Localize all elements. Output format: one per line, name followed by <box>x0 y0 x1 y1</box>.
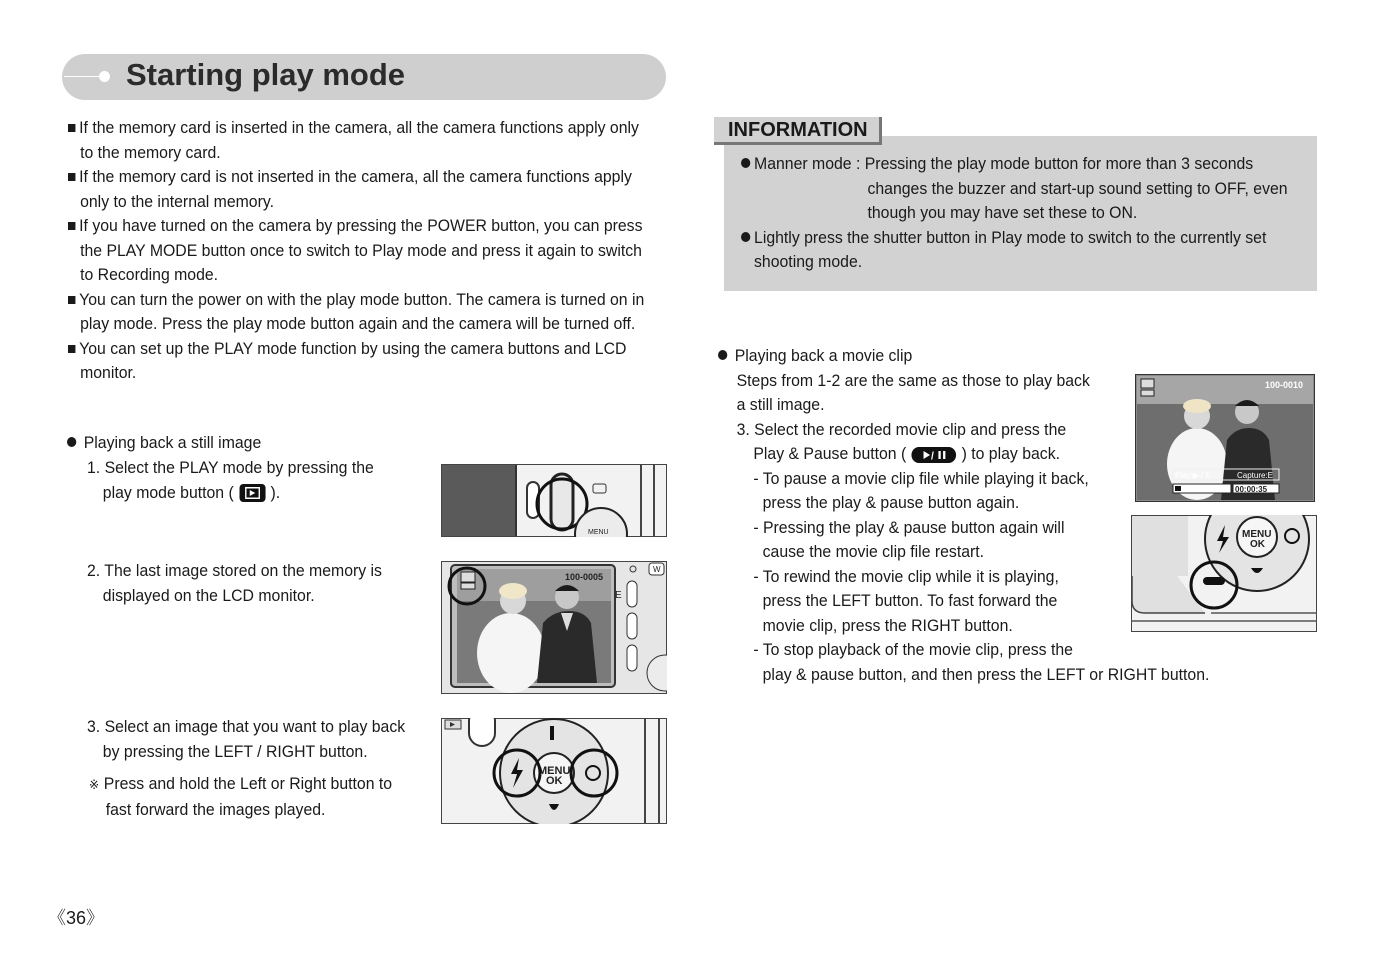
zoom-w-label: W <box>653 565 661 574</box>
still-note: ※ Press and hold the Left or Right button to fast forward the images played. <box>89 774 393 819</box>
camera-play-button-figure <box>441 464 667 537</box>
bullet-item-cont: to Recording mode. <box>80 265 219 284</box>
ok-label-2: OK <box>1250 539 1265 550</box>
still-step1: 1. Select the PLAY mode by pressing the play mode button ( ). <box>87 458 374 502</box>
title-decor-line <box>64 76 102 77</box>
camera-lcd-movie-figure <box>1135 374 1315 502</box>
still-step2: 2. The last image stored on the memory is displayed on the LCD monitor. <box>87 561 382 605</box>
square-bullet-icon <box>68 222 75 230</box>
lcd-movie-play-label: Play:▶ / ‖ <box>1175 471 1209 480</box>
info-manner: Manner mode : Pressing the play mode button for more than 3 seconds changes the buzzer and start-up sound setting to OFF, even though you may have set these to ON. Lightly press the shutter button in Play mode to switch to the currently set shooting mode. <box>741 152 1288 275</box>
bullet-item: You can turn the power on with the play mode button. The camera is turned on in <box>68 288 644 313</box>
note-mark: ※ <box>89 777 100 792</box>
play-mode-button-icon <box>238 483 266 503</box>
still-step3: 3. Select an image that you want to play back by pressing the LEFT / RIGHT button. <box>87 717 406 761</box>
square-bullet-icon <box>68 296 75 304</box>
info-label: INFORMATION <box>728 119 868 141</box>
page-number: 《36》 <box>48 908 105 928</box>
lcd-movie-capture-label: Capture:E <box>1237 471 1274 480</box>
ok-label: OK <box>546 775 563 787</box>
square-bullet-icon <box>68 173 75 181</box>
round-bullet-icon <box>741 158 750 168</box>
bullet-item-cont: the PLAY MODE button once to switch to Play mode and press it again to switch <box>80 240 642 260</box>
movie-section: Playing back a movie clip Steps from 1-2 are the same as those to play back a still image. 3. Select the recorded movie clip and press the Play & Pause button ( / ) to play back. - To pause a movie clip file while playing it back, press the play & pause button again. - Pressing the play & pause button again will cause the movie clip file restart. - To rewind the movie clip while it is playing, press the LEFT button. To fast forward the movie clip, press the RIGHT button. - To stop playback of the movie clip, press the play & pause button, and then press the LEFT or RIGHT button. <box>718 344 1209 687</box>
still-heading: Playing back a still image <box>67 431 261 456</box>
camera-lcd-still-figure <box>441 561 667 694</box>
bullet-item-cont: play mode. Press the play mode button again and the camera will be turned off. <box>80 314 636 333</box>
bullet-list <box>68 116 644 386</box>
round-bullet-icon <box>741 232 750 242</box>
lcd-still-filename: 100-0005 <box>565 572 604 582</box>
menu-label: MENU <box>538 765 571 777</box>
round-bullet-icon <box>67 437 76 447</box>
bullet-item-cont: monitor. <box>80 363 137 382</box>
lcd-movie-filename: 100-0010 <box>1265 380 1304 390</box>
bullet-item: If the memory card is inserted in the camera, all the camera functions apply only <box>68 116 644 141</box>
camera-play-pause-figure <box>1131 515 1317 632</box>
square-bullet-icon <box>68 124 75 132</box>
bullet-item: You can set up the PLAY mode function by using the camera buttons and LCD <box>68 337 644 362</box>
square-bullet-icon <box>68 345 75 353</box>
lcd-movie-time: 00:00:35 <box>1235 485 1268 494</box>
title-decor-dot <box>99 71 110 82</box>
menu-label-2: MENU <box>1242 529 1272 540</box>
bullet-item-cont: to the memory card. <box>80 142 221 162</box>
round-bullet-icon <box>718 350 727 360</box>
e-button-label: E <box>615 590 622 601</box>
svg-text:/: / <box>931 449 934 463</box>
bullet-item: If you have turned on the camera by pressing the POWER button, you can press <box>68 214 644 239</box>
svg-text:MENU: MENU <box>588 529 609 536</box>
bullet-item: If the memory card is not inserted in the camera, all the camera functions apply <box>68 165 644 190</box>
page-title: Starting play mode <box>126 57 406 92</box>
play-pause-button-icon <box>911 446 958 464</box>
camera-left-right-figure <box>441 718 667 824</box>
bullet-item-cont: only to the internal memory. <box>80 191 274 211</box>
